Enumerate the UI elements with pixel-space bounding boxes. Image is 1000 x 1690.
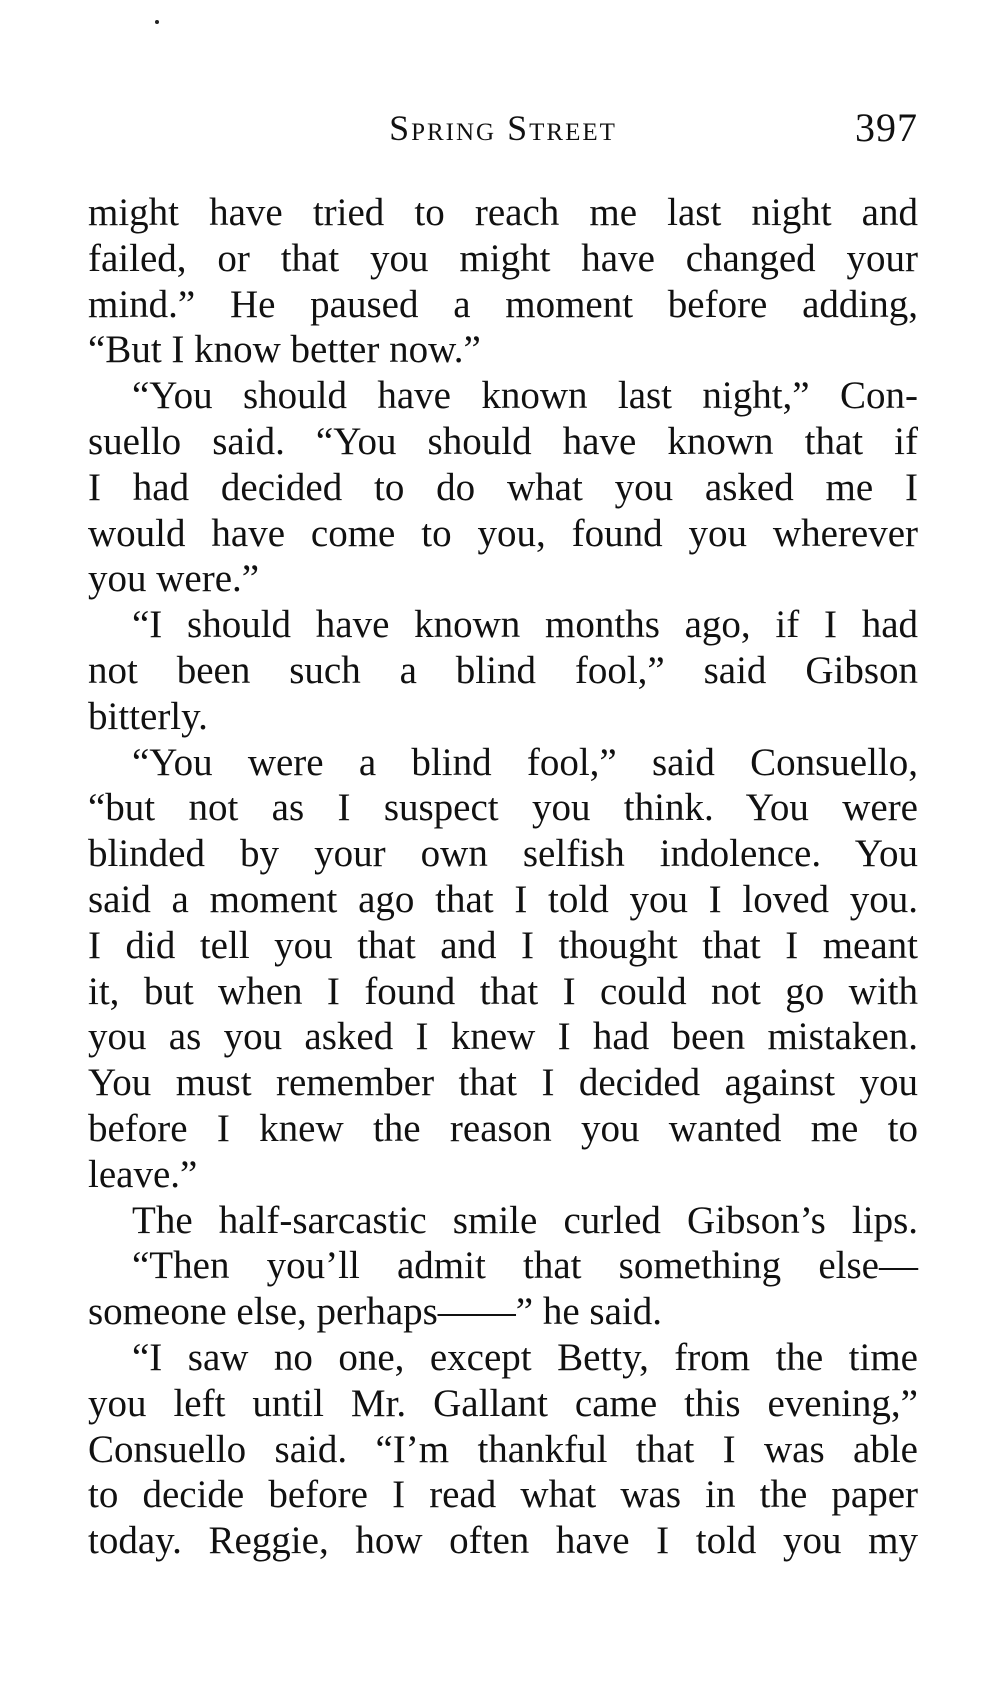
text-line: not been such a blind fool,” said Gibson [88,648,918,692]
text-line: before I knew the reason you wanted me to [88,1106,918,1150]
text-line: it, but when I found that I could not go with [88,969,918,1013]
text-line: today. Reggie, how often have I told you my [88,1519,918,1563]
text-line: bitterly. [88,694,208,738]
body-text [88,190,918,1564]
text-line: you as you asked I knew I had been mistaken. [88,1015,918,1059]
text-line: suello said. “You should have known that if [88,419,918,463]
text-line: you left until Mr. Gallant came this evening,” [88,1381,918,1425]
text-line: Consuello said. “I’m thankful that I was able [88,1427,918,1471]
text-line: “But I know better now.” [88,328,481,372]
text-line: to decide before I read what was in the paper [88,1473,918,1517]
text-line: “Then you’ll admit that something else— [132,1244,918,1288]
text-line: I had decided to do what you asked me I [88,465,918,509]
text-line: “You were a blind fool,” said Consuello, [132,740,918,784]
text-line: “You should have known last night,” Con- [132,374,918,418]
text-line: “I saw no one, except Betty, from the time [132,1335,918,1379]
text-line: someone else, perhaps——” he said. [88,1290,662,1334]
page-header [88,104,918,152]
text-line: might have tried to reach me last night and [88,191,918,234]
text-line: leave.” [88,1152,198,1196]
running-title: Spring Street [389,108,617,148]
text-line: “but not as I suspect you think. You were [88,786,918,830]
text-line: mind.” He paused a moment before adding, [88,282,918,326]
ink-speck [155,20,159,24]
text-line: I did tell you that and I thought that I meant [88,923,918,967]
text-line: failed, or that you might have changed your [88,236,918,280]
text-line: blinded by your own selfish indolence. You [88,832,918,876]
text-line: The half-sarcastic smile curled Gibson’s lips. [132,1198,918,1242]
text-line: you were.” [88,557,260,601]
text-line: You must remember that I decided against you [88,1061,918,1105]
text-line: would have come to you, found you wherever [88,511,918,555]
text-line: said a moment ago that I told you I loved you. [88,877,918,921]
page-number: 397 [855,105,918,150]
text-line: “I should have known months ago, if I had [132,603,918,647]
